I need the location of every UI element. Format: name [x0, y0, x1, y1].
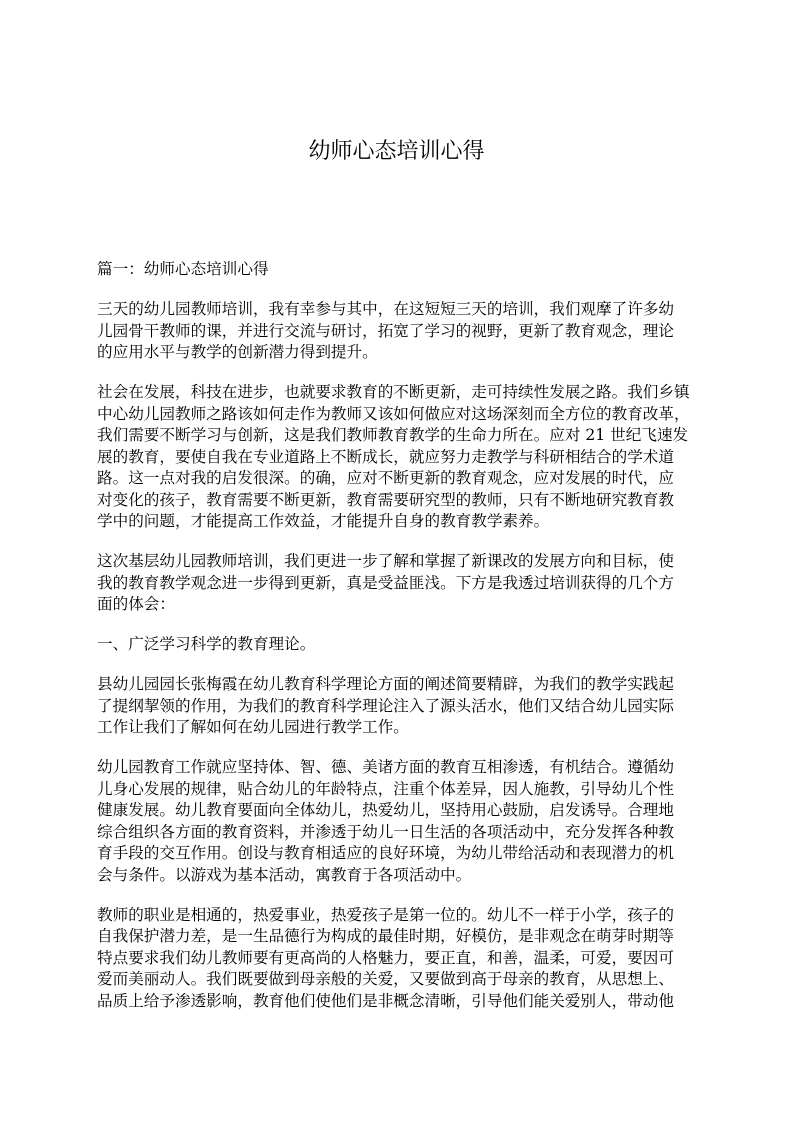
- text-line: 这次基层幼儿园教师培训，我们更进一步了解和掌握了新课改的发展方向和目标，使: [97, 552, 674, 570]
- text-line: 三天的幼儿园教师培训，我有幸参与其中，在这短短三天的培训，我们观摩了许多幼: [97, 300, 674, 318]
- text-line: 面的体会：: [97, 595, 175, 613]
- text-line: 健康发展。幼儿教育要面向全体幼儿，热爱幼儿，坚持用心鼓励，启发诱导。合理地: [97, 801, 674, 819]
- text-line: 县幼儿园园长张梅霞在幼儿教育科学理论方面的阐述简要精辟，为我们的教学实践起: [97, 675, 674, 693]
- text-line: 儿身心发展的规律，贴合幼儿的年龄特点，注重个体差异，因人施教，引导幼儿个性: [97, 779, 674, 798]
- paragraph: [97, 634, 717, 656]
- text-line: 会与条件。以游戏为基本活动，寓教育于各项活动中。: [97, 865, 472, 884]
- paragraph: [97, 905, 717, 1013]
- text-line: 学中的问题，才能提高工作效益，才能提升自身的教育教学素养。: [97, 512, 550, 530]
- text-line: 的应用水平与教学的创新潜力得到提升。: [97, 343, 378, 361]
- paragraph: [97, 757, 717, 886]
- text-line: 对变化的孩子，教育需要不断更新，教育需要研究型的教师，只有不断地研究教育教: [97, 490, 674, 509]
- text-line: 育手段的交互作用。创设与教育相适应的良好环境，为幼儿带给活动和表现潜力的机: [97, 844, 674, 862]
- paragraph: [97, 551, 717, 616]
- text-line: 教师的职业是相通的，热爱事业，热爱孩子是第一位的。幼儿不一样于小学，孩子的: [97, 905, 674, 924]
- text-line: 幼儿园教育工作就应坚持体、智、德、美诸方面的教育互相渗透，有机结合。遵循幼: [97, 758, 674, 776]
- document-body: [97, 259, 717, 1031]
- text-line: 品质上给予渗透影响，教育他们使他们是非概念清晰，引导他们能关爱别人，带动他: [97, 991, 674, 1010]
- text-line: 我的教育教学观念进一步得到更新，真是受益匪浅。下方是我透过培训获得的几个方: [97, 573, 674, 592]
- text-line: 篇一：幼师心态培训心得: [97, 260, 269, 278]
- text-line: 我们需要不断学习与创新，这是我们教师教育教学的生命力所在。应对 21 世纪飞速发: [97, 426, 689, 444]
- text-line: 一、广泛学习科学的教育理论。: [97, 635, 316, 653]
- text-line: 特点要求我们幼儿教师要有更高尚的人格魅力，要正直，和善，温柔，可爱，要因可: [97, 948, 674, 967]
- text-line: 综合组织各方面的教育资料，并渗透于幼儿一日生活的各项活动中，充分发挥各种教: [97, 822, 674, 841]
- text-line: 路。这一点对我的启发很深。的确，应对不断更新的教育观念，应对发展的时代，应: [97, 469, 674, 487]
- document-title: 幼师心态培训心得: [308, 139, 485, 164]
- paragraph: [97, 299, 717, 364]
- section-heading: [97, 259, 717, 281]
- paragraph: [97, 382, 717, 533]
- text-line: 儿园骨干教师的课，并进行交流与研讨，拓宽了学习的视野，更新了教育观念，理论: [97, 321, 674, 340]
- text-line: 社会在发展，科技在进步，也就要求教育的不断更新，走可持续性发展之路。我们乡镇: [97, 383, 690, 401]
- text-line: 工作让我们了解如何在幼儿园进行教学工作。: [97, 718, 409, 736]
- text-line: 自我保护潜力差，是一生品德行为构成的最佳时期，好模仿，是非观念在萌芽时期等: [97, 927, 674, 945]
- text-line: 展的教育，要使自我在专业道路上不断成长，就应努力走教学与科研相结合的学术道: [97, 447, 674, 466]
- text-line: 爱而美丽动人。我们既要做到母亲般的关爱，又要做到高于母亲的教育，从思想上、: [97, 970, 674, 988]
- paragraph: [97, 674, 717, 739]
- text-line: 中心幼儿园教师之路该如何走作为教师又该如何做应对这场深刻而全方位的教育改革，: [97, 404, 690, 423]
- text-line: 了提纲挈领的作用，为我们的教育科学理论注入了源头活水，他们又结合幼儿园实际: [97, 696, 674, 715]
